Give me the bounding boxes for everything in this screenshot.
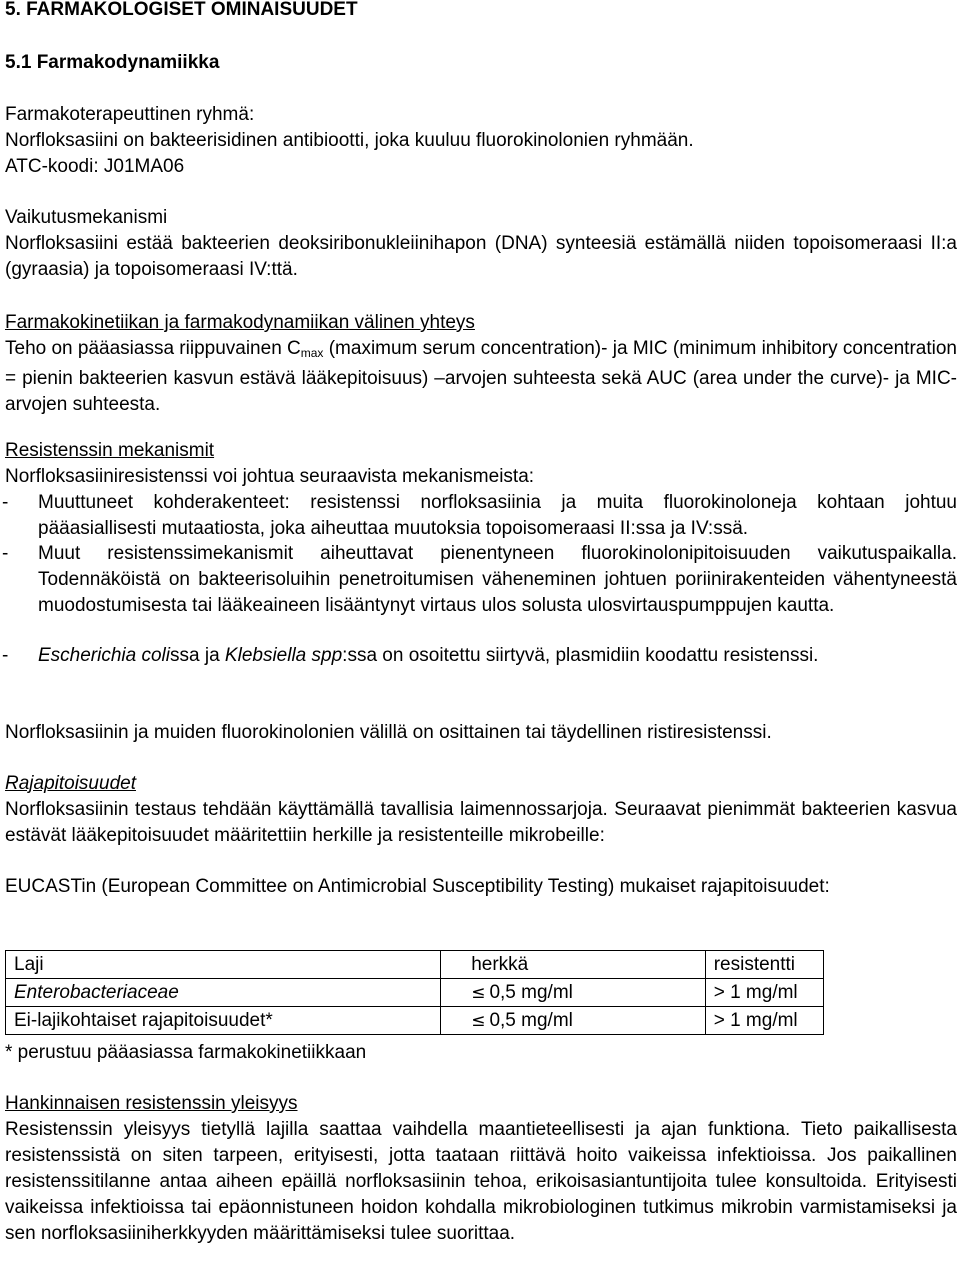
cross-resistance-text: Norfloksasiinin ja muiden fluorokinolonien välillä on osittainen tai täydellinen ristiresistenssi. — [5, 722, 772, 743]
resistance-heading: Resistenssin mekanismit — [5, 440, 215, 461]
table-row — [6, 979, 824, 1007]
limits-text: Norfloksasiinin testaus tehdään käyttämällä tavallisia laimennossarjoja. Seuraavat pienimmät bakteerien kasvua estävät lääkepitoisuudet määritettiin herkille ja resistenteille mikrobeille: — [5, 799, 957, 846]
table-header: resistentti — [705, 951, 823, 979]
atc-code: ATC-koodi: J01MA06 — [5, 156, 185, 177]
pkpd-heading: Farmakokinetiikan ja farmakodynamiikan välinen yhteys — [5, 312, 475, 333]
table-row — [6, 1007, 824, 1035]
acquired-text: Resistenssin yleisyys tietyllä lajilla saattaa vaihdella maantieteellisesti ja ajan funktiona. Tieto paikallisesta resistenssistä on siten tarpeen, erityisesti, jotta taataan riittävä hoito vaikeissa infektioissa. Jos paikallinen resistenssitilanne antaa aiheen epäillä norfloksasiinin tehoa, erikoisasiantuntijoita tulee konsultoida. Erityisesti vaikeissa infektioissa tai epäonnistuneen hoidon kohdalla mikrobiologinen tutkimus mikrobin varmistamiseksi ja sen norfloksasiiniherkkyyden määrittämiseksi tulee suorittaa. — [5, 1119, 957, 1244]
table-cell: > 1 mg/ml — [705, 1007, 823, 1035]
list-item: - Escherichia colissa ja Klebsiella spp:ssa on osoitettu siirtyvä, plasmidiin koodattu resistenssi. — [2, 645, 819, 666]
table-header: herkkä — [441, 951, 706, 979]
resistance-intro: Norfloksasiiniresistenssi voi johtua seuraavista mekanismeista: — [5, 466, 535, 487]
mechanism-text: Norfloksasiini estää bakteerien deoksiribonukleiinihapon (DNA) synteesiä estämällä niiden topoisomeraasi II:a (gyraasia) ja topoisomeraasi IV:ttä. — [5, 233, 957, 280]
table-footnote: * perustuu pääasiassa farmakokinetiikkaan — [5, 1042, 367, 1063]
table-header: Laji — [6, 951, 441, 979]
cmax-subscript: max — [300, 346, 324, 360]
mechanism-heading: Vaikutusmekanismi — [5, 207, 168, 228]
less-equal-symbol: ≤ — [471, 982, 486, 1003]
subsection-heading: 5.1 Farmakodynamiikka — [5, 52, 220, 73]
table-cell: > 1 mg/ml — [705, 979, 823, 1007]
table-cell: Enterobacteriaceae — [6, 979, 441, 1007]
eucast-text: EUCASTin (European Committee on Antimicrobial Susceptibility Testing) mukaiset rajapitoisuudet: — [5, 876, 830, 897]
limits-heading: Rajapitoisuudet — [5, 773, 136, 794]
table-cell: ≤ 0,5 mg/ml — [441, 979, 706, 1007]
less-equal-symbol: ≤ — [471, 1010, 486, 1031]
pharmacotherapy-text: Norfloksasiini on bakteerisidinen antibiootti, joka kuuluu fluorokinolonien ryhmään. — [5, 130, 694, 151]
table-cell: ≤ 0,5 mg/ml — [441, 1007, 706, 1035]
table-cell: Ei-lajikohtaiset rajapitoisuudet* — [6, 1007, 441, 1035]
breakpoint-table — [5, 950, 824, 1035]
pkpd-text: Teho on pääasiassa riippuvainen $C_{max}$ (maximum serum concentration)- ja MIC (minimum inhibitory concentration = pienin bakteerien kasvun estävä lääkepitoisuus) –arvojen suhteesta sekä AUC (area under the curve)- ja MIC-arvojen suhteesta. — [5, 338, 957, 415]
acquired-heading: Hankinnaisen resistenssin yleisyys — [5, 1093, 298, 1114]
list-item: - Muuttuneet kohderakenteet: resistenssi norfloksasiinia ja muita fluorokinoloneja kohtaan johtuu pääasiallisesti mutaatiosta, joka aiheuttaa muutoksia topoisomeraasi II:ssa ja IV:ssä. — [2, 492, 957, 539]
pharmacotherapy-label: Farmakoterapeuttinen ryhmä: — [5, 104, 255, 125]
table-header-row — [6, 951, 824, 979]
section-heading: 5. FARMAKOLOGISET OMINAISUUDET — [5, 0, 358, 20]
list-item: - Muut resistenssimekanismit aiheuttavat pienentyneen fluorokinolonipitoisuuden vaikutuspaikalla. Todennäköistä on bakteerisoluihin penetroitumisen väheneminen johtuen poriinirakenteiden vähentyneestä muodostumisesta tai lääkeaineen lisääntynyt virtaus ulos solusta ulosvirtauspumppujen kautta. — [2, 543, 957, 616]
